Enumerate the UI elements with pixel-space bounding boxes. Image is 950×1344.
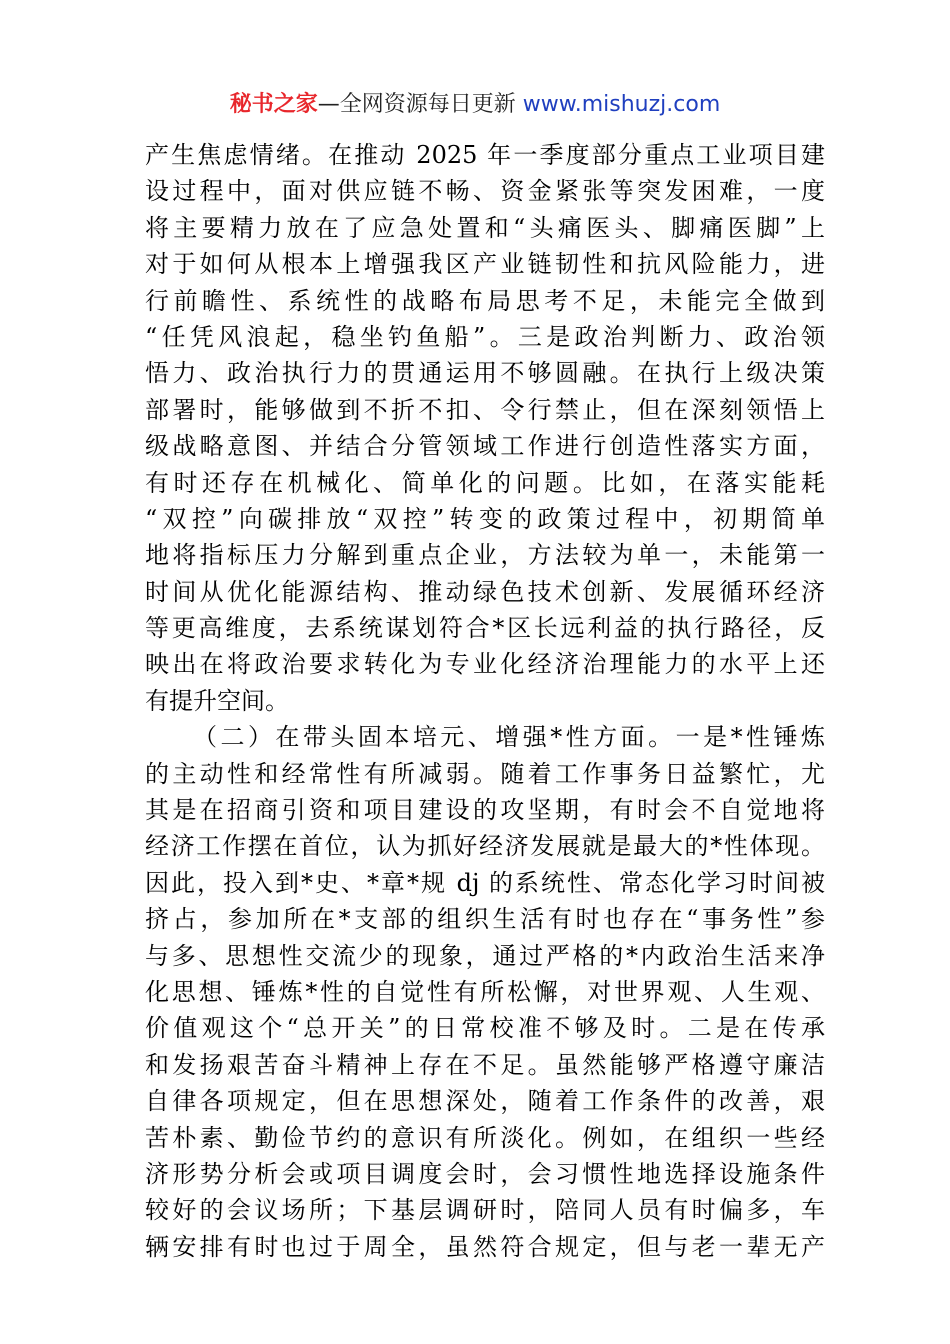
body-line: 自律各项规定，但在思想深处，随着工作条件的改善，艰 [145, 1087, 825, 1116]
body-line: 产生焦虑情绪。在推动 2025 年一季度部分重点工业项目建 [145, 141, 825, 169]
document-body [145, 137, 825, 1265]
body-line: 将主要精力放在了应急处置和“头痛医头、脚痛医脚”上 [145, 213, 825, 242]
body-line: 和发扬艰苦奋斗精神上存在不足。虽然能够严格遵守廉洁 [145, 1050, 825, 1079]
body-line: 时间从优化能源结构、推动绿色技术创新、发展循环经济 [145, 577, 825, 606]
body-line: 行前瞻性、系统性的战略布局思考不足，未能完全做到 [145, 286, 825, 315]
body-line: 有提升空间。 [145, 686, 289, 715]
body-line: 价值观这个“总开关”的日常校准不够及时。二是在传承 [145, 1014, 825, 1043]
body-line: 经济工作摆在首位，认为抓好经济发展就是最大的*性体现。 [145, 832, 825, 861]
header-site-link[interactable]: www.mishuzj.com [522, 92, 721, 117]
body-line: 化思想、锤炼*性的自觉性有所松懈，对世界观、人生观、 [145, 977, 825, 1006]
header-brand: 秘书之家 [229, 92, 318, 117]
body-line: “任凭风浪起，稳坐钓鱼船”。三是政治判断力、政治领 [145, 322, 825, 351]
body-line: 因此，投入到*史、*章*规 dj 的系统性、常态化学习时间被 [145, 868, 825, 897]
header-tagline: —全网资源每日更新 [317, 92, 523, 117]
body-line: 与多、思想性交流少的现象，通过严格的*内政治生活来净 [145, 941, 825, 970]
body-line: 有时还存在机械化、简单化的问题。比如，在落实能耗 [145, 468, 825, 497]
body-line: 悟力、政治执行力的贯通运用不够圆融。在执行上级决策 [145, 359, 825, 388]
body-line: 级战略意图、并结合分管领域工作进行创造性落实方面， [145, 432, 825, 461]
body-line: “双控”向碳排放“双控”转变的政策过程中，初期简单 [145, 504, 825, 533]
body-line: 等更高维度，去系统谋划符合*区长远利益的执行路径，反 [145, 614, 825, 643]
body-line-indented: （二）在带头固本培元、增强*性方面。一是*性锤炼 [193, 723, 825, 752]
body-line: 映出在将政治要求转化为专业化经济治理能力的水平上还 [145, 650, 825, 679]
body-line: 辆安排有时也过于周全，虽然符合规定，但与老一辈无产 [145, 1232, 825, 1261]
body-line: 设过程中，面对供应链不畅、资金紧张等突发困难，一度 [145, 177, 825, 206]
body-line: 苦朴素、勤俭节约的意识有所淡化。例如，在组织一些经 [145, 1123, 825, 1152]
body-line: 的主动性和经常性有所减弱。随着工作事务日益繁忙，尤 [145, 759, 825, 788]
page-header [0, 88, 950, 122]
body-line: 济形势分析会或项目调度会时，会习惯性地选择设施条件 [145, 1159, 825, 1188]
body-line: 部署时，能够做到不折不扣、令行禁止，但在深刻领悟上 [145, 395, 825, 424]
body-line: 其是在招商引资和项目建设的攻坚期，有时会不自觉地将 [145, 796, 825, 825]
body-line: 地将指标压力分解到重点企业，方法较为单一，未能第一 [145, 541, 825, 570]
body-line: 挤占，参加所在*支部的组织生活有时也存在“事务性”参 [145, 905, 825, 934]
body-line: 较好的会议场所；下基层调研时，陪同人员有时偏多，车 [145, 1196, 825, 1225]
body-line: 对于如何从根本上增强我区产业链韧性和抗风险能力，进 [145, 250, 825, 279]
